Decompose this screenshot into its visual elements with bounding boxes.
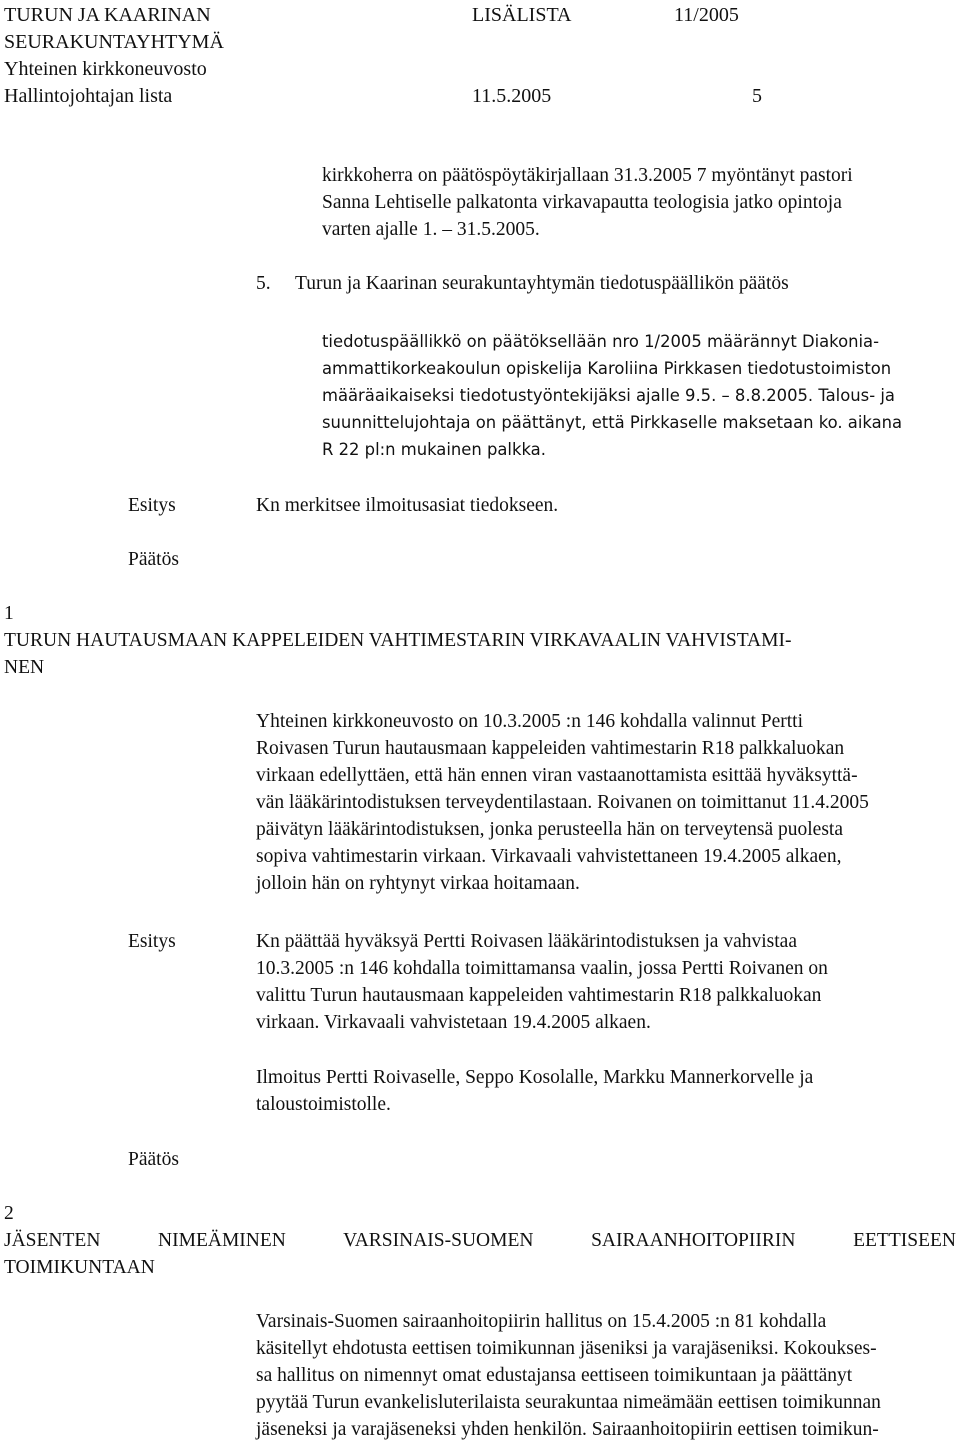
text-line: tiedotuspäällikkö on päätöksellään nro 1/2005 määrännyt Diakonia- xyxy=(322,332,880,351)
list-number: 11/2005 xyxy=(674,4,739,26)
text-line: Yhteinen kirkkoneuvosto on 10.3.2005 :n 146 kohdalla valinnut Pertti xyxy=(256,711,804,732)
text-line: 10.3.2005 :n 146 kohdalla toimittamansa vaalin, jossa Pertti Roivanen on xyxy=(256,958,828,979)
text-line: pyytää Turun evankelisluterilaista seurakuntaa nimeämään eettisen toimikunnan xyxy=(256,1392,881,1413)
item-number: 5. xyxy=(256,273,271,294)
paatos-label: Päätös xyxy=(128,1149,179,1170)
text-line: ammattikorkeakoulun opiskelija Karoliina Pirkkasen tiedotustoimiston xyxy=(322,359,892,378)
section1-esitys xyxy=(256,928,956,1036)
text-line: jäseneksi ja varajäseneksi yhden henkilön. Sairaanhoitopiirin eettisen toimikun- xyxy=(256,1419,879,1440)
text-line: päivätyn lääkärintodistuksen, jonka perusteella hän on terveytensä puolesta xyxy=(256,819,843,840)
esitys-label: Esitys xyxy=(128,495,176,516)
org-name-line3: Yhteinen kirkkoneuvosto xyxy=(4,58,207,80)
text-line: määräaikaiseksi tiedotustyöntekijäksi ajalle 9.5. – 8.8.2005. Talous- ja xyxy=(322,386,895,405)
page-number: 5 xyxy=(752,85,762,107)
list-name: Hallintojohtajan lista xyxy=(4,85,173,107)
esitys-label: Esitys xyxy=(128,931,176,952)
section-number: 2 xyxy=(4,1203,14,1224)
text-line: varten ajalle 1. – 31.5.2005. xyxy=(322,219,540,240)
text-line: sopiva vahtimestarin virkaan. Virkavaali vahvistettaneen 19.4.2005 alkaen, xyxy=(256,846,842,867)
section1-notice xyxy=(256,1064,956,1118)
text-line: käsitellyt ehdotusta eettisen toimikunnan jäseniksi ja varajäseniksi. Kokoukses- xyxy=(256,1338,877,1359)
text-line: virkaan. Virkavaali vahvistetaan 19.4.2005 alkaen. xyxy=(256,1012,651,1033)
text-line: Ilmoitus Pertti Roivaselle, Seppo Kosolalle, Markku Mannerkorvelle ja xyxy=(256,1067,814,1088)
esitys-text: Kn merkitsee ilmoitusasiat tiedokseen. xyxy=(256,495,559,516)
section1-body xyxy=(256,708,956,897)
list-date: 11.5.2005 xyxy=(472,85,552,107)
text-line: Varsinais-Suomen sairaanhoitopiirin hallitus on 15.4.2005 :n 81 kohdalla xyxy=(256,1311,827,1332)
org-name-line2: SEURAKUNTAYHTYMÄ xyxy=(4,31,224,53)
text-line: Sanna Lehtiselle palkatonta virkavapautta teologisia jatko opintoja xyxy=(322,192,842,213)
section-title-line1: JÄSENTEN NIMEÄMINEN VARSINAIS-SUOMEN SAIRAANHOITOPIIRIN EETTISEEN xyxy=(4,1230,956,1251)
continuation-paragraph xyxy=(322,162,950,243)
paatos-label: Päätös xyxy=(128,549,179,570)
text-line: sa hallitus on nimennyt omat edustajansa eettiseen toimikuntaan ja päättänyt xyxy=(256,1365,853,1386)
text-line: R 22 pl:n mukainen palkka. xyxy=(322,440,546,459)
list-type: LISÄLISTA xyxy=(472,4,572,26)
section-title-line2: NEN xyxy=(4,657,45,678)
text-line: jolloin hän on ryhtynyt virkaa hoitamaan. xyxy=(256,873,580,894)
text-line: Kn päättää hyväksyä Pertti Roivasen lääkärintodistuksen ja vahvistaa xyxy=(256,931,797,952)
text-line: vän lääkärintodistuksen terveydentilastaan. Roivanen on toimittanut 11.4.2005 xyxy=(256,792,869,813)
item-body xyxy=(322,328,958,463)
text-line: Roivasen Turun hautausmaan kappeleiden vahtimestarin R18 palkkaluokan xyxy=(256,738,845,759)
text-line: kirkkoherra on päätöspöytäkirjallaan 31.3.2005 7 myöntänyt pastori xyxy=(322,165,853,186)
section-title-line1: TURUN HAUTAUSMAAN KAPPELEIDEN VAHTIMESTARIN VIRKAVAALIN VAHVISTAMI- xyxy=(4,630,792,651)
text-line: valittu Turun hautausmaan kappeleiden vahtimestarin R18 palkkaluokan xyxy=(256,985,822,1006)
section2-body xyxy=(256,1308,956,1443)
section-number: 1 xyxy=(4,603,14,624)
org-name-line1: TURUN JA KAARINAN xyxy=(4,4,211,26)
item-title: Turun ja Kaarinan seurakuntayhtymän tiedotuspäällikön päätös xyxy=(295,273,789,294)
text-line: virkaan edellyttäen, että hän ennen viran vastaanottamista esittää hyväksyttä- xyxy=(256,765,858,786)
text-line: taloustoimistolle. xyxy=(256,1094,391,1115)
text-line: suunnittelujohtaja on päättänyt, että Pirkkaselle maksetaan ko. aikana xyxy=(322,413,903,432)
section-title-line2: TOIMIKUNTAAN xyxy=(4,1257,155,1278)
